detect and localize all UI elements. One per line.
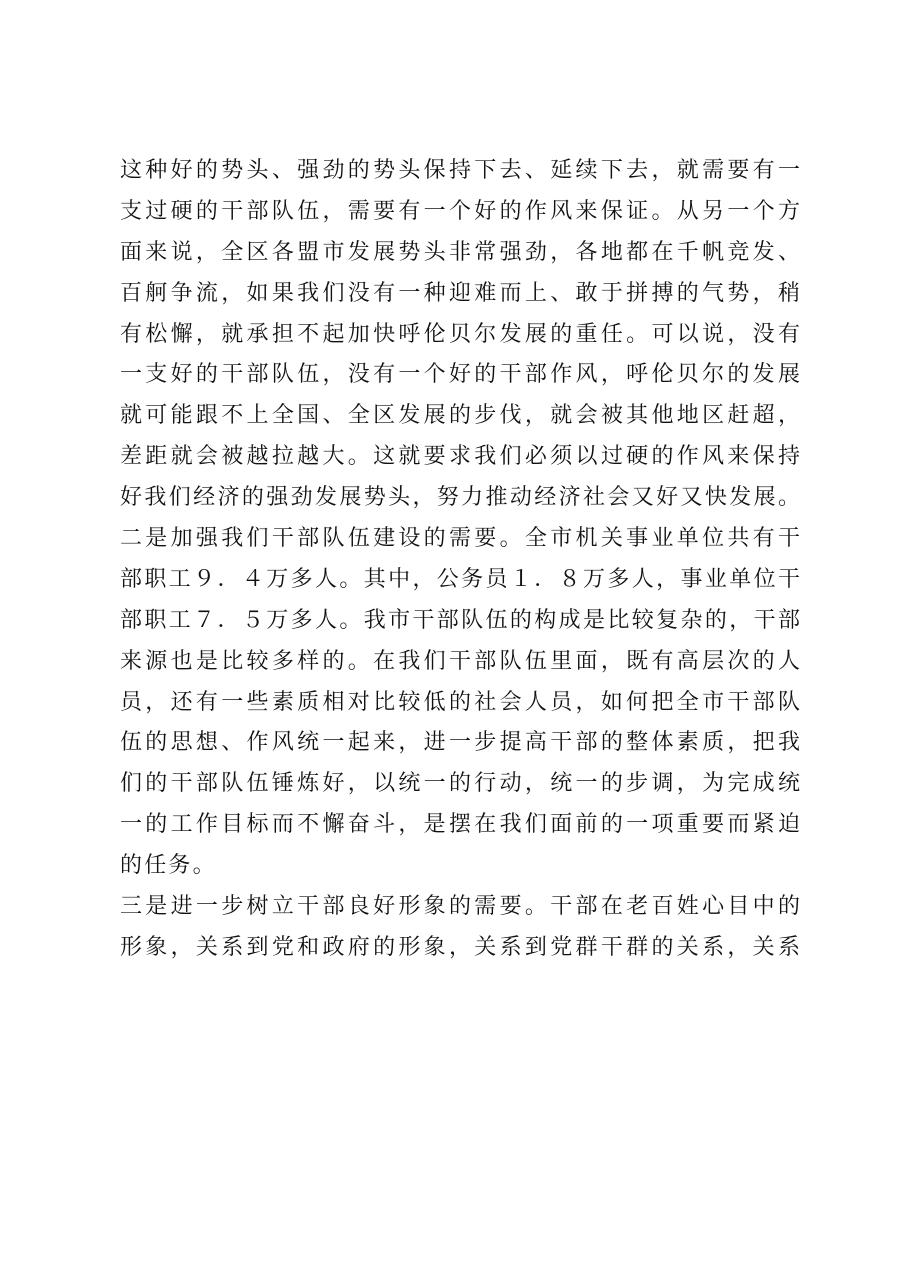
- text-line: 这种好的势头、强劲的势头保持下去、延续下去，就需要有一: [120, 158, 800, 183]
- text-line: 好我们经济的强劲发展势头，努力推动经济社会又好又快发展。: [120, 485, 800, 511]
- text-line: 们的干部队伍锤炼好，以统一的行动，统一的步调，为完成统: [120, 771, 800, 797]
- text-line: 一的工作目标而不懈奋斗，是摆在我们面前的一项重要而紧迫: [120, 812, 800, 838]
- text-line: 部职工９．４万多人。其中，公务员１．８万多人，事业单位干: [120, 566, 800, 592]
- text-line: 差距就会被越拉越大。这就要求我们必须以过硬的作风来保持: [120, 444, 800, 470]
- text-line: 百舸争流，如果我们没有一种迎难而上、敢于拼搏的气势，稍: [120, 280, 800, 306]
- text-line: 伍的思想、作风统一起来，进一步提高干部的整体素质，把我: [120, 730, 800, 756]
- document-body: [120, 151, 800, 969]
- text-line: 来源也是比较多样的。在我们干部队伍里面，既有高层次的人: [120, 648, 800, 674]
- text-line: 二是加强我们干部队伍建设的需要。全市机关事业单位共有干: [120, 526, 800, 552]
- text-line: 就可能跟不上全国、全区发展的步伐，就会被其他地区赶超，: [120, 403, 800, 429]
- text-line: 支过硬的干部队伍，需要有一个好的作风来保证。从另一个方: [120, 198, 800, 224]
- text-line: 部职工７．５万多人。我市干部队伍的构成是比较复杂的，干部: [120, 607, 800, 633]
- text-line: 形象，关系到党和政府的形象，关系到党群干群的关系，关系: [120, 934, 800, 960]
- text-line: 一支好的干部队伍，没有一个好的干部作风，呼伦贝尔的发展: [120, 362, 800, 388]
- text-line: 三是进一步树立干部良好形象的需要。干部在老百姓心目中的: [120, 894, 800, 920]
- text-line: 员，还有一些素质相对比较低的社会人员，如何把全市干部队: [120, 689, 800, 715]
- text-line: 的任务。: [120, 853, 217, 879]
- text-line: 面来说，全区各盟市发展势头非常强劲，各地都在千帆竞发、: [120, 239, 800, 265]
- text-line: 有松懈，就承担不起加快呼伦贝尔发展的重任。可以说，没有: [120, 321, 800, 347]
